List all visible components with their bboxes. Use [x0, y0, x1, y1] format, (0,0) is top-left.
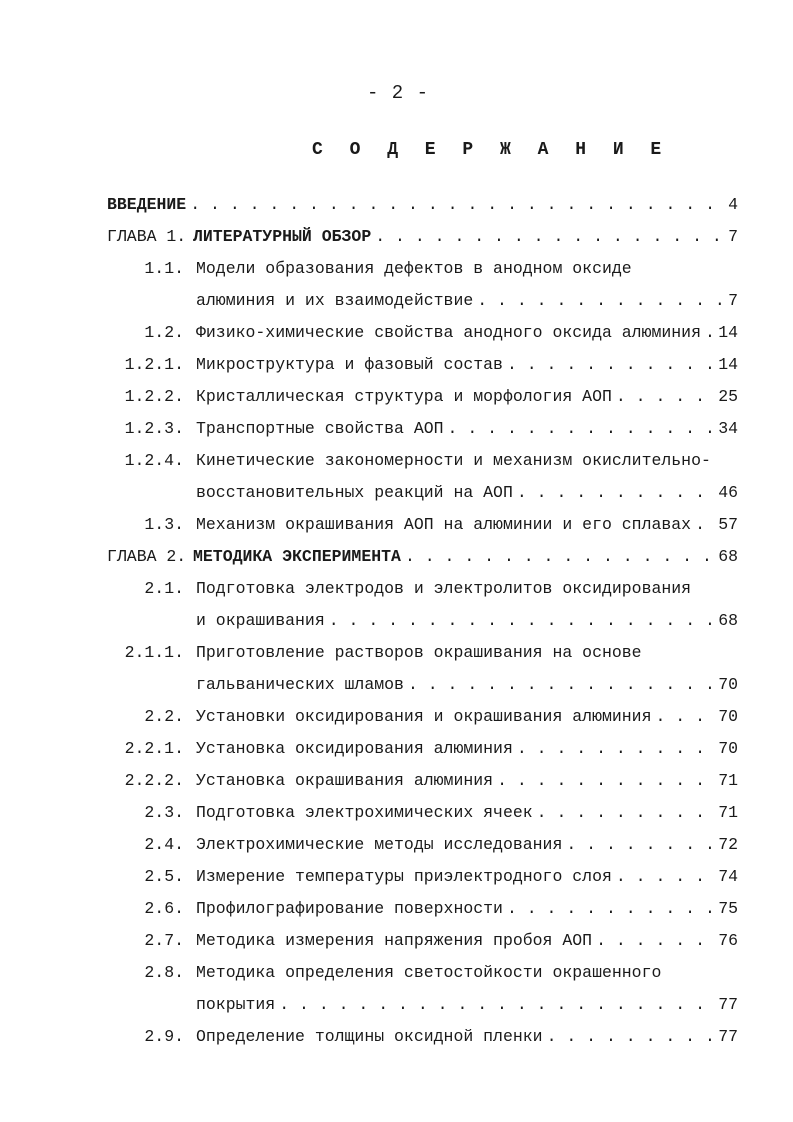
- toc-entry-title: Методика измерения напряжения пробоя АОП: [196, 931, 593, 950]
- toc-entry-page: 71: [718, 803, 738, 822]
- toc-entry-number: 1.2.4.: [124, 451, 184, 470]
- toc-entry-title: Микроструктура и фазовый состав: [196, 355, 503, 374]
- toc-entry-number: 2.2.2.: [124, 771, 184, 790]
- toc-entry-title: Профилографирование поверхности: [196, 899, 503, 918]
- toc-entry-title: Установка оксидирования алюминия: [196, 739, 513, 758]
- dot-leader: [507, 357, 714, 374]
- toc-entry-number: ГЛАВА 1.: [107, 227, 187, 246]
- dot-leader: [596, 933, 714, 950]
- toc-entry-title: ВВЕДЕНИЕ: [107, 195, 187, 214]
- dot-leader: [408, 677, 714, 694]
- toc-entry-title: покрытия: [196, 995, 276, 1014]
- toc-entry-number: 2.8.: [144, 963, 184, 982]
- dot-leader: [517, 741, 714, 758]
- toc-entry-page: 72: [718, 835, 738, 854]
- toc-entry-number: 2.4.: [144, 835, 184, 854]
- toc-entry-number: 1.3.: [144, 515, 184, 534]
- toc-entry-title: Электрохимические методы исследования: [196, 835, 563, 854]
- dot-leader: [477, 293, 724, 310]
- toc-entry-page: 77: [718, 995, 738, 1014]
- dot-leader: [566, 837, 714, 854]
- toc-entry-title: Подготовка электродов и электролитов оксидирования: [196, 579, 692, 598]
- toc-entry-title: ЛИТЕРАТУРНЫЙ ОБЗОР: [193, 227, 372, 246]
- dot-leader: [448, 421, 715, 438]
- toc-entry-title: МЕТОДИКА ЭКСПЕРИМЕНТА: [193, 547, 401, 566]
- dot-leader: [616, 389, 714, 406]
- toc-entry-number: ГЛАВА 2.: [107, 547, 187, 566]
- toc-entry-number: 2.1.: [144, 579, 184, 598]
- toc-entry-title: Методика определения светостойкости окрашенного: [196, 963, 662, 982]
- toc-entry-page: 14: [718, 355, 738, 374]
- toc-entry-title: алюминия и их взаимодействие: [196, 291, 474, 310]
- toc-entry-title: Физико-химические свойства анодного оксида алюминия: [196, 323, 701, 342]
- toc-entry-number: 1.1.: [144, 259, 184, 278]
- toc-entry-number: 2.5.: [144, 867, 184, 886]
- toc-entry-page: 77: [718, 1027, 738, 1046]
- toc-entry-page: 68: [718, 547, 738, 566]
- dot-leader: [655, 709, 714, 726]
- toc-entry-title: Модели образования дефектов в анодном оксиде: [196, 259, 632, 278]
- dot-leader: [497, 773, 714, 790]
- toc-entry-number: 1.2.1.: [124, 355, 184, 374]
- toc-entry-page: 46: [718, 483, 738, 502]
- dot-leader: [507, 901, 714, 918]
- dot-leader: [547, 1029, 715, 1046]
- toc-entry-page: 4: [728, 195, 738, 214]
- toc-entry-number: 2.9.: [144, 1027, 184, 1046]
- toc-entry-number: 1.2.: [144, 323, 184, 342]
- dot-leader: [695, 517, 714, 534]
- toc-entry-page: 75: [718, 899, 738, 918]
- toc-entry-title: Транспортные свойства АОП: [196, 419, 444, 438]
- toc-entry-title: Измерение температуры приэлектродного слоя: [196, 867, 612, 886]
- page-number: - 2 -: [367, 82, 430, 104]
- toc-entry-number: 2.2.1.: [124, 739, 184, 758]
- toc-entry-title: и окрашивания: [196, 611, 325, 630]
- toc-entry-number: 2.7.: [144, 931, 184, 950]
- toc-entry-page: 71: [718, 771, 738, 790]
- toc-entry-number: 2.6.: [144, 899, 184, 918]
- toc-entry-page: 34: [718, 419, 738, 438]
- toc-entry-title: Подготовка электрохимических ячеек: [196, 803, 533, 822]
- dot-leader: [329, 613, 714, 630]
- dot-leader: [537, 805, 715, 822]
- dot-leader: [190, 197, 724, 214]
- toc-entry-title: Установка окрашивания алюминия: [196, 771, 494, 790]
- dot-leader: [375, 229, 724, 246]
- toc-entry-page: 68: [718, 611, 738, 630]
- toc-entry-page: 70: [718, 739, 738, 758]
- toc-entry-number: 2.1.1.: [124, 643, 184, 662]
- toc-entry-title: гальванических шламов: [196, 675, 404, 694]
- toc-entry-title: Механизм окрашивания АОП на алюминии и его сплавах: [196, 515, 692, 534]
- toc-entry-page: 25: [718, 387, 738, 406]
- toc-entry-title: Определение толщины оксидной пленки: [196, 1027, 543, 1046]
- toc-entry-page: 7: [728, 227, 738, 246]
- toc-entry-page: 76: [718, 931, 738, 950]
- toc-entry-page: 57: [718, 515, 738, 534]
- toc-entry-page: 70: [718, 675, 738, 694]
- toc-entry-title: Кристаллическая структура и морфология АОП: [196, 387, 612, 406]
- toc-entry-title: восстановительных реакций на АОП: [196, 483, 513, 502]
- dot-leader: [517, 485, 714, 502]
- toc-entry-number: 2.3.: [144, 803, 184, 822]
- dot-leader: [616, 869, 714, 886]
- dot-leader: [279, 997, 714, 1014]
- toc-entry-page: 7: [728, 291, 738, 310]
- toc-entry-page: 70: [718, 707, 738, 726]
- dot-leader: [405, 549, 714, 566]
- toc-entry-number: 1.2.2.: [124, 387, 184, 406]
- toc-entry-title: Кинетические закономерности и механизм окислительно-: [196, 451, 711, 470]
- toc-title: С О Д Е Р Ж А Н И Е: [312, 140, 670, 160]
- toc-entry-title: Приготовление растворов окрашивания на основе: [196, 643, 642, 662]
- dot-leader: [705, 325, 714, 342]
- toc-entry-number: 2.2.: [144, 707, 184, 726]
- toc-entry-page: 14: [718, 323, 738, 342]
- toc-entry-page: 74: [718, 867, 738, 886]
- toc-entry-title: Установки оксидирования и окрашивания алюминия: [196, 707, 652, 726]
- toc-entry-number: 1.2.3.: [124, 419, 184, 438]
